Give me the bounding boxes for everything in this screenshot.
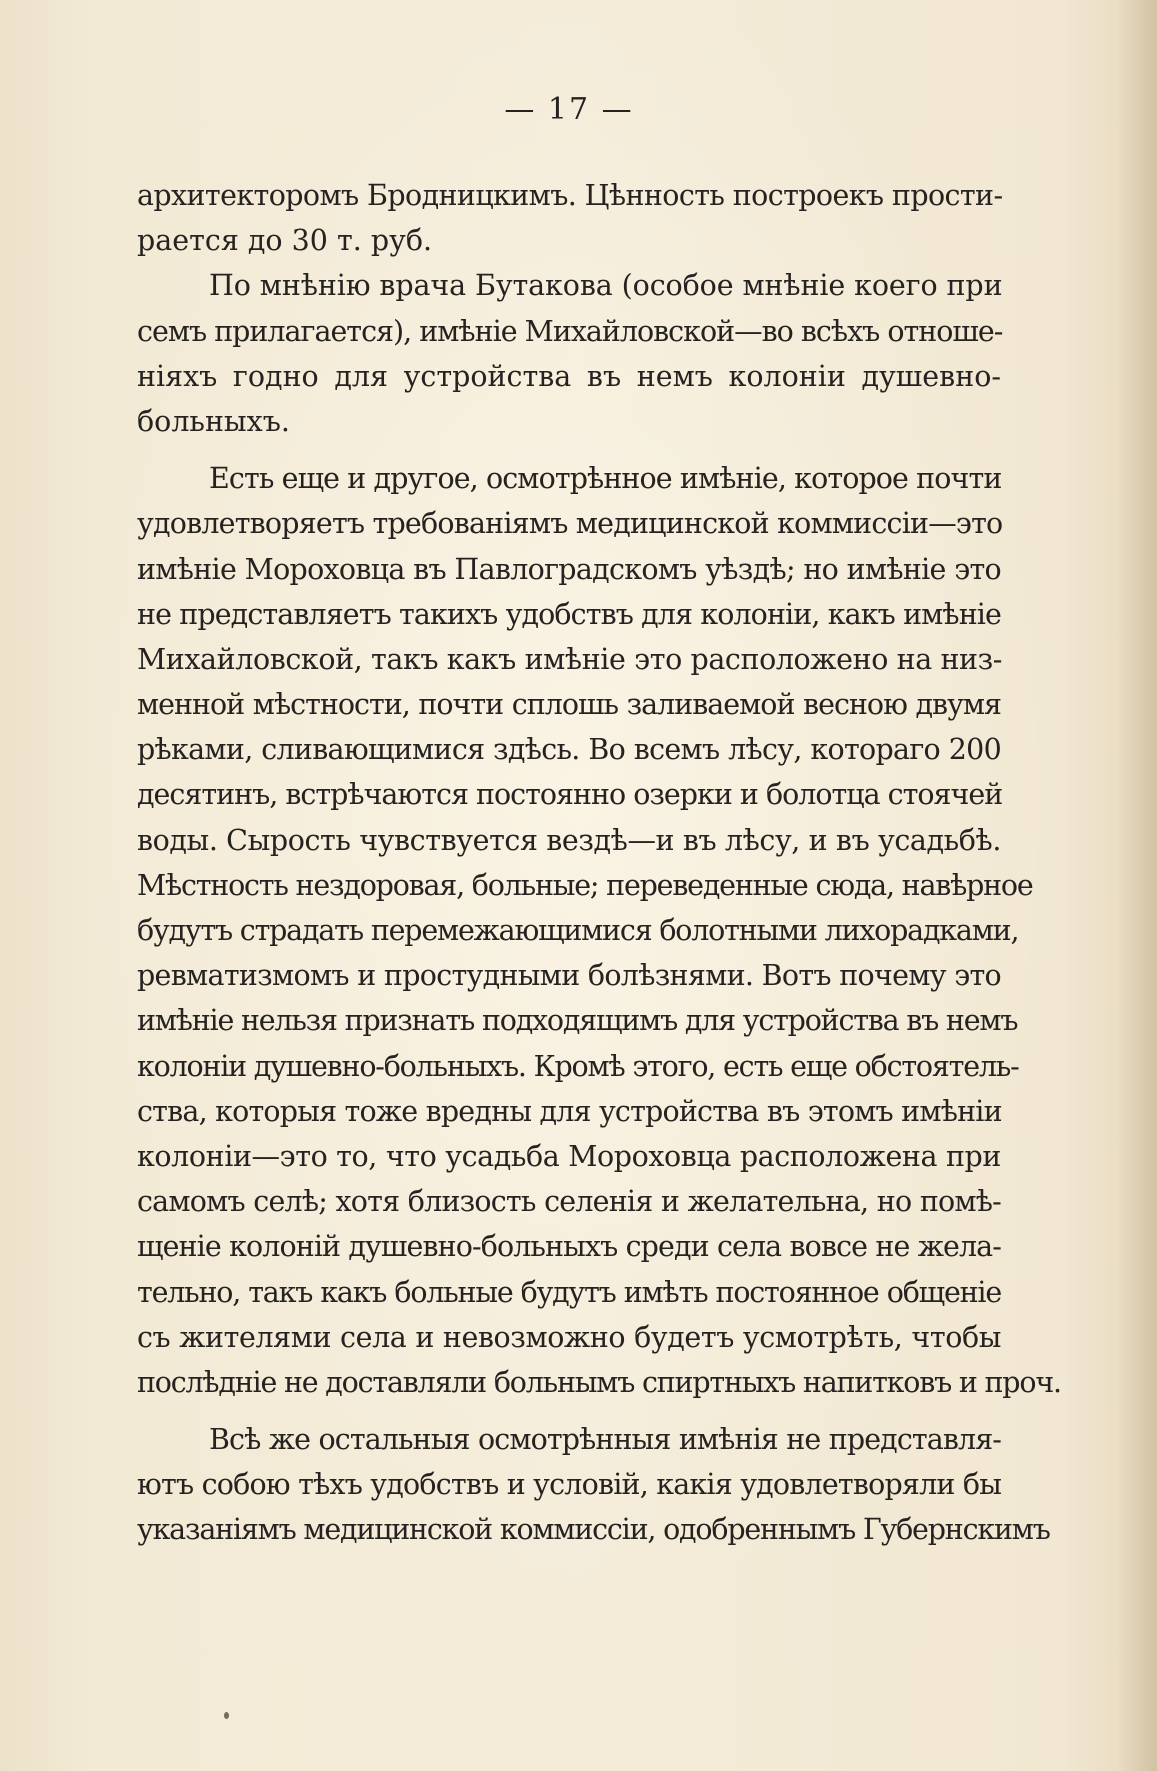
text-line: удовлетворяетъ требованіямъ медицинской коммиссіи—это bbox=[137, 507, 1003, 541]
paragraph bbox=[137, 456, 1061, 1405]
text-line: рѣками, сливающимися здѣсь. Во всемъ лѣсу, котораго 200 bbox=[137, 733, 1001, 767]
text-line: архитекторомъ Бродницкимъ. Цѣнность построекъ прости- bbox=[137, 179, 1003, 212]
text-line: указаніямъ медицинской коммиссіи, одобреннымъ Губернскимъ bbox=[137, 1513, 1050, 1547]
text-line: менной мѣстности, почти сплошь заливаемой весною двумя bbox=[137, 688, 1001, 722]
text-line: самомъ селѣ; хотя близость селенія и желательна, но помѣ- bbox=[137, 1185, 1001, 1219]
text-line: будутъ страдать перемежающимися болотными лихорадками, bbox=[137, 914, 1019, 947]
text-line: семъ прилагается), имѣніе Михайловской—во всѣхъ отноше- bbox=[137, 314, 1003, 348]
text-line: ревматизмомъ и простудными болѣзнями. Вотъ почему это bbox=[137, 959, 1001, 993]
paragraph-gap bbox=[137, 1405, 1001, 1417]
text-line: больныхъ. bbox=[137, 404, 290, 438]
text-line: Михайловской, такъ какъ имѣніе это расположено на низ- bbox=[137, 642, 1003, 676]
body-text bbox=[137, 173, 1061, 1553]
text-line: колоніи—это то, что усадьба Мороховца расположена при bbox=[137, 1139, 1001, 1173]
text-line: имѣніе Мороховца въ Павлоградскомъ уѣздѣ; но имѣніе это bbox=[137, 552, 1001, 586]
text-line: ства, которыя тоже вредны для устройства въ этомъ имѣніи bbox=[137, 1094, 1002, 1128]
page-number: — 17 — bbox=[504, 92, 634, 127]
paragraph bbox=[137, 263, 1001, 444]
text-line: ютъ собою тѣхъ удобствъ и условій, какія удовлетворяли бы bbox=[137, 1468, 1002, 1502]
page-edge-shadow bbox=[1117, 0, 1157, 1771]
text-line: послѣдніе не доставляли больнымъ спиртныхъ напитковъ и проч. bbox=[137, 1365, 1061, 1399]
text-line: щеніе колоній душевно-больныхъ среди села вовсе не жела- bbox=[137, 1230, 1001, 1264]
text-line: не представляетъ такихъ удобствъ для колоніи, какъ имѣніе bbox=[137, 597, 1001, 631]
text-line: колоніи душевно-больныхъ. Кромѣ этого, есть еще обстоятель- bbox=[137, 1049, 1019, 1083]
text-line: По мнѣнію врача Бутакова (особое мнѣніе коего при bbox=[209, 269, 1003, 303]
text-line: тельно, такъ какъ больные будутъ имѣть постоянное общеніе bbox=[137, 1275, 1001, 1309]
text-line: Мѣстность нездоровая, больные; переведенные сюда, навѣрное bbox=[137, 868, 1033, 902]
paragraph-gap bbox=[137, 444, 1001, 456]
ink-speck bbox=[224, 1712, 229, 1719]
text-line: воды. Сырость чувствуется вездѣ—и въ лѣсу, и въ усадьбѣ. bbox=[137, 823, 1001, 857]
text-line: Есть еще и другое, осмотрѣнное имѣніе, которое почти bbox=[209, 462, 1002, 496]
paragraph bbox=[137, 1417, 1050, 1553]
text-line: съ жителями села и невозможно будетъ усмотрѣть, чтобы bbox=[137, 1320, 1001, 1354]
paragraph bbox=[137, 173, 1001, 263]
text-line: ніяхъ годно для устройства въ немъ колоніи душевно- bbox=[137, 359, 1001, 393]
text-line: имѣніе нельзя признать подходящимъ для устройства въ немъ bbox=[137, 1004, 1018, 1038]
text-line: десятинъ, встрѣчаются постоянно озерки и болотца стоячей bbox=[137, 778, 1003, 812]
text-line: рается до 30 т. руб. bbox=[137, 224, 433, 258]
text-line: Всѣ же остальныя осмотрѣнныя имѣнія не представля- bbox=[209, 1423, 1001, 1457]
